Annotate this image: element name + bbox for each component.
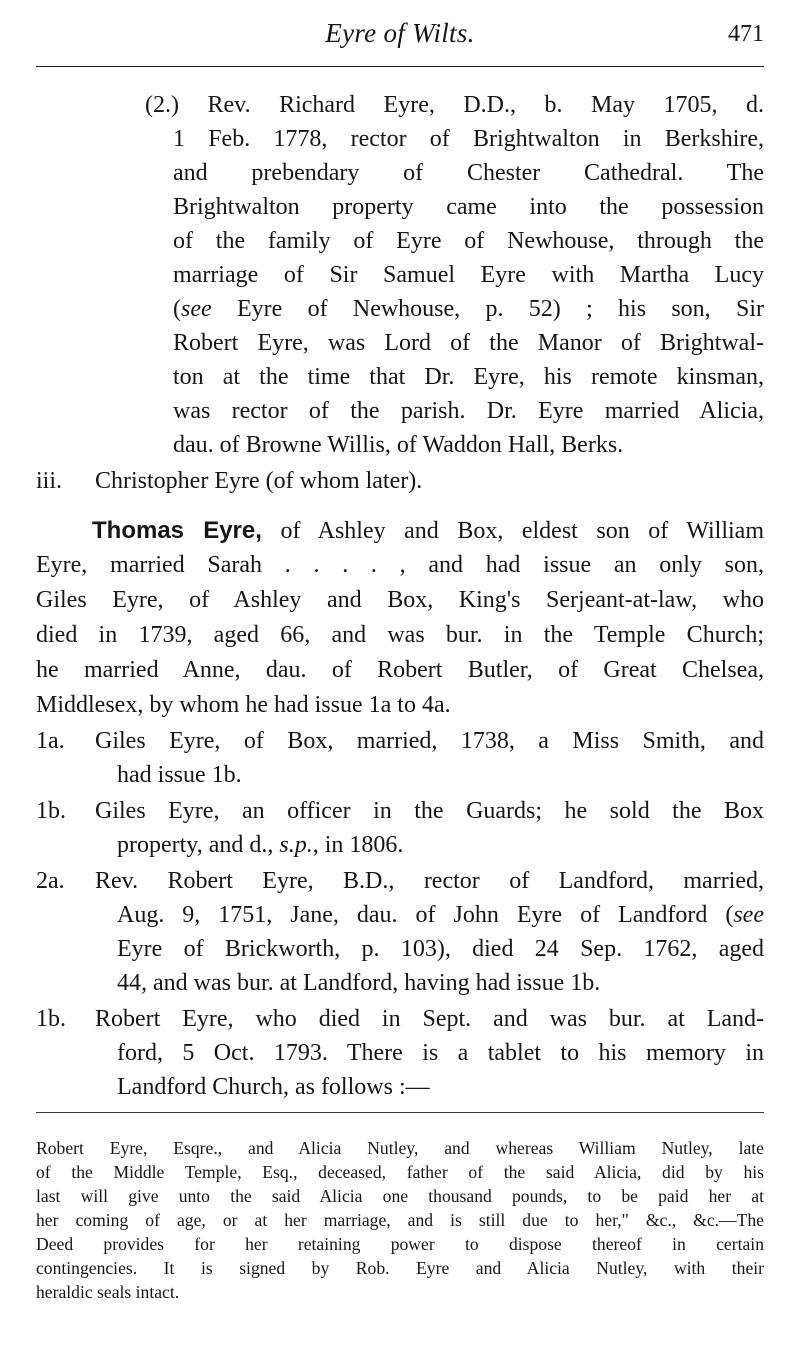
text-line bbox=[117, 898, 764, 932]
text-line: was rector of the parish. Dr. Eyre married Alicia, bbox=[173, 398, 764, 424]
text-line: Giles Eyre, an officer in the Guards; he sold the Box bbox=[95, 798, 764, 824]
text-line: of the family of Eyre of Newhouse, through the bbox=[173, 228, 764, 254]
text-line: he married Anne, dau. of Robert Butler, of Great Chelsea, bbox=[36, 657, 764, 683]
text-line: died in 1739, aged 66, and was bur. in the Temple Church; bbox=[36, 622, 764, 648]
footnote-rule bbox=[36, 1112, 764, 1113]
text-line: Landford Church, as follows :— bbox=[117, 1074, 430, 1100]
italic-see: see bbox=[181, 296, 212, 322]
text-segment: ( bbox=[173, 296, 181, 322]
text-line: Giles Eyre, of Box, married, 1738, a Miss Smith, and bbox=[95, 728, 764, 754]
text-line: Eyre, married Sarah . . . . , and had issue an only son, bbox=[36, 552, 764, 578]
text-line: Robert Eyre, was Lord of the Manor of Brightwal- bbox=[173, 330, 764, 356]
text-line: marriage of Sir Samuel Eyre with Martha Lucy bbox=[173, 262, 764, 288]
italic-sp: s.p. bbox=[279, 832, 313, 858]
footnote-line: last will give unto the said Alicia one thousand pounds, to be paid her at bbox=[36, 1186, 764, 1206]
text-line bbox=[92, 514, 764, 548]
entry-marker: 1b. bbox=[36, 1006, 66, 1032]
text-line: ton at the time that Dr. Eyre, his remote kinsman, bbox=[173, 364, 764, 390]
text-line: 1 Feb. 1778, rector of Brightwalton in Berkshire, bbox=[173, 126, 764, 152]
footnote-line: Robert Eyre, Esqre., and Alicia Nutley, and whereas William Nutley, late bbox=[36, 1138, 764, 1158]
entry-marker: 2a. bbox=[36, 868, 65, 894]
text-line: had issue 1b. bbox=[117, 762, 242, 788]
text-line: ford, 5 Oct. 1793. There is a tablet to his memory in bbox=[117, 1040, 764, 1066]
entry-marker: iii. bbox=[36, 468, 63, 494]
text-segment: Eyre of Newhouse, p. 52) ; his son, Sir bbox=[211, 296, 764, 322]
text-line: Brightwalton property came into the possession bbox=[173, 194, 764, 220]
page-header bbox=[36, 18, 764, 54]
footnote-line: her coming of age, or at her marriage, and is still due to her," &c., &c.—The bbox=[36, 1210, 764, 1230]
footnote-line: heraldic seals intact. bbox=[36, 1282, 180, 1302]
text-line bbox=[173, 292, 764, 326]
text-segment: , in 1806. bbox=[312, 832, 404, 858]
footnote-line: of the Middle Temple, Esq., deceased, father of the said Alicia, did by his bbox=[36, 1162, 764, 1182]
text-line: dau. of Browne Willis, of Waddon Hall, Berks. bbox=[173, 432, 624, 458]
text-segment: property, and d., bbox=[117, 832, 280, 858]
text-line: Middlesex, by whom he had issue 1a to 4a. bbox=[36, 692, 451, 718]
text-line: Robert Eyre, who died in Sept. and was bur. at Land- bbox=[95, 1006, 764, 1032]
header-rule bbox=[36, 66, 764, 67]
text-line: Giles Eyre, of Ashley and Box, King's Serjeant-at-law, who bbox=[36, 587, 764, 613]
text-segment: Aug. 9, 1751, Jane, dau. of John Eyre of Landford ( bbox=[117, 902, 734, 928]
text-segment: of Ashley and Box, eldest son of William bbox=[261, 518, 764, 544]
entry-marker: 1b. bbox=[36, 798, 66, 824]
running-title: Eyre of Wilts. bbox=[325, 18, 475, 48]
italic-see: see bbox=[733, 902, 764, 928]
footnote-line: contingencies. It is signed by Rob. Eyre and Alicia Nutley, with their bbox=[36, 1258, 764, 1278]
text-line bbox=[117, 828, 403, 862]
bold-name: Thomas Eyre, bbox=[92, 517, 262, 544]
text-line: 44, and was bur. at Landford, having had issue 1b. bbox=[117, 970, 601, 996]
text-line: Eyre of Brickworth, p. 103), died 24 Sep. 1762, aged bbox=[117, 936, 764, 962]
footnote-line: Deed provides for her retaining power to dispose thereof in certain bbox=[36, 1234, 764, 1254]
page-number: 471 bbox=[728, 21, 764, 47]
text-line: (2.) Rev. Richard Eyre, D.D., b. May 1705, d. bbox=[145, 92, 764, 118]
text-line: Rev. Robert Eyre, B.D., rector of Landford, married, bbox=[95, 868, 764, 894]
text-line: Christopher Eyre (of whom later). bbox=[95, 468, 423, 494]
text-line: and prebendary of Chester Cathedral. The bbox=[173, 160, 764, 186]
entry-marker: 1a. bbox=[36, 728, 65, 754]
